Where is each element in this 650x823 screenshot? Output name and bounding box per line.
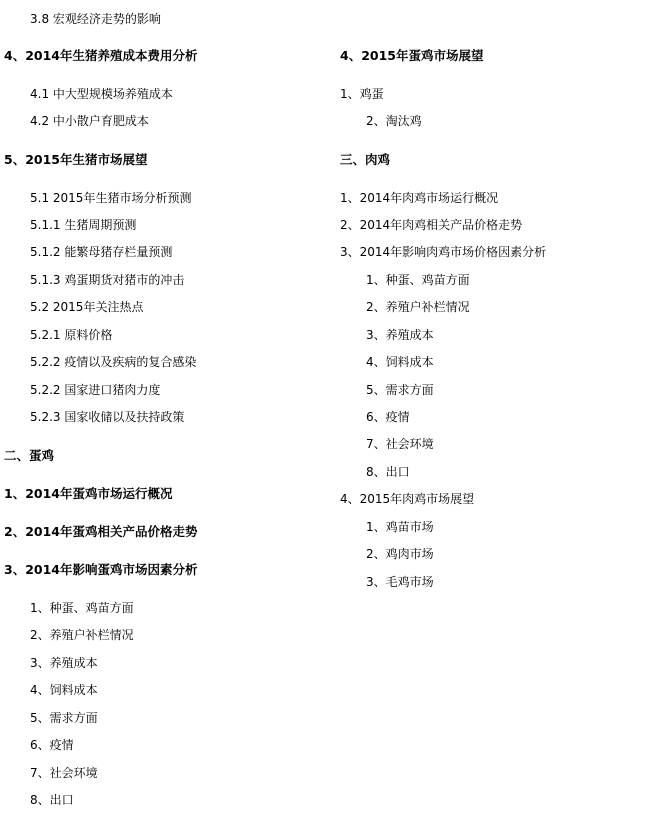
toc-item: 1、鸡苗市场 [366,520,434,534]
toc-item: 5.2.3 国家收储以及扶持政策 [30,410,185,424]
toc-item: 1、种蛋、鸡苗方面 [366,273,470,287]
toc-item: 5.2.2 疫情以及疾病的复合感染 [30,355,197,369]
toc-item: 5、需求方面 [366,383,434,397]
toc-item: 5.1.1 生猪周期预测 [30,218,137,232]
toc-item: 1、鸡蛋 [340,87,384,101]
toc-item: 2、鸡肉市场 [366,547,434,561]
toc-item: 6、疫情 [366,410,410,424]
toc-item: 5.1 2015年生猪市场分析预测 [30,191,192,205]
toc-item: 5.2.2 国家进口猪肉力度 [30,383,161,397]
toc-heading: 4、2014年生猪养殖成本费用分析 [4,48,198,63]
toc-item: 1、种蛋、鸡苗方面 [30,601,134,615]
toc-heading: 5、2015年生猪市场展望 [4,152,148,167]
toc-item: 5.2 2015年关注热点 [30,300,144,314]
toc-heading: 4、2015年蛋鸡市场展望 [340,48,484,63]
toc-item: 4、2015年肉鸡市场展望 [340,492,475,506]
toc-item: 3、毛鸡市场 [366,575,434,589]
toc-item: 7、社会环境 [366,437,434,451]
toc-item: 2、2014年肉鸡相关产品价格走势 [340,218,523,232]
toc-item: 6、疫情 [30,738,74,752]
toc-item: 4.2 中小散户育肥成本 [30,114,149,128]
toc-item: 5.1.3 鸡蛋期货对猪市的冲击 [30,273,185,287]
toc-item: 3、养殖成本 [30,656,98,670]
toc-item: 5.2.1 原料价格 [30,328,113,342]
toc-item: 8、出口 [366,465,410,479]
toc-heading: 2、2014年蛋鸡相关产品价格走势 [4,524,198,539]
toc-heading: 3、2014年影响蛋鸡市场因素分析 [4,562,198,577]
toc-item: 4、饲料成本 [366,355,434,369]
toc-item: 4、饲料成本 [30,683,98,697]
toc-item: 3、2014年影响肉鸡市场价格因素分析 [340,245,547,259]
toc-heading: 三、肉鸡 [340,152,391,167]
toc-item: 2、淘汰鸡 [366,114,422,128]
toc-item: 5、需求方面 [30,711,98,725]
toc-heading: 二、蛋鸡 [4,448,55,463]
toc-item: 1、2014年肉鸡市场运行概况 [340,191,499,205]
toc-item: 2、养殖户补栏情况 [30,628,134,642]
toc-item: 8、出口 [30,793,74,807]
toc-item: 3、养殖成本 [366,328,434,342]
toc-item: 5.1.2 能繁母猪存栏量预测 [30,245,173,259]
toc-item: 7、社会环境 [30,766,98,780]
toc-item: 2、养殖户补栏情况 [366,300,470,314]
toc-item: 3.8 宏观经济走势的影响 [30,12,161,26]
toc-item: 4.1 中大型规模场养殖成本 [30,87,173,101]
toc-heading: 1、2014年蛋鸡市场运行概况 [4,486,173,501]
